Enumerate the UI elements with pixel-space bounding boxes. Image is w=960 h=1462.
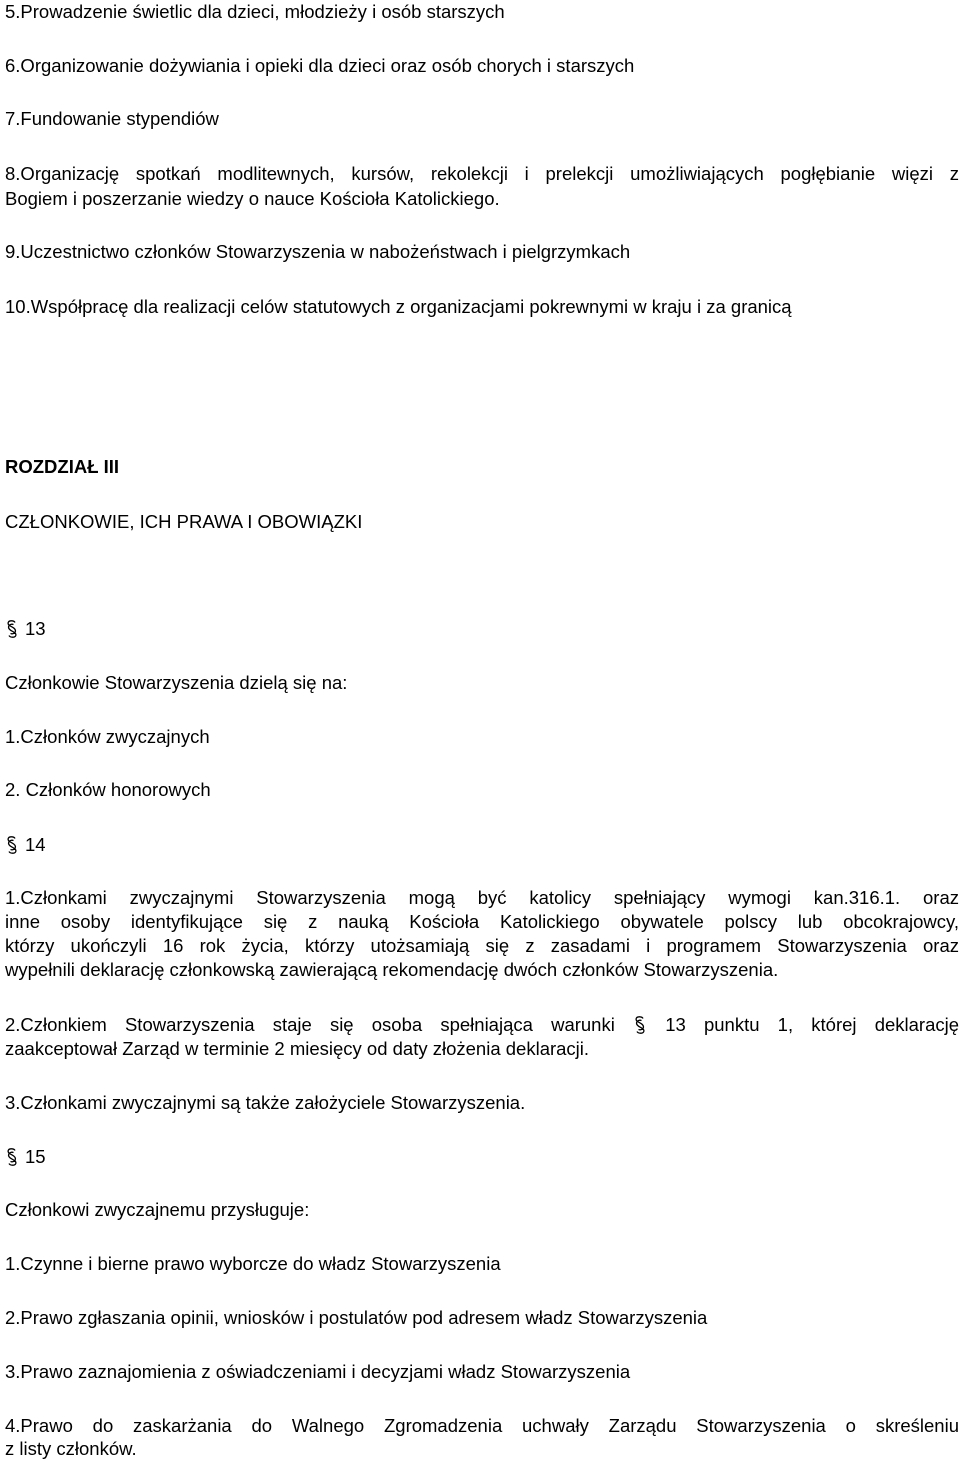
paragraph-14-p1-line-4: wypełnili deklarację członkowską zawierającą rekomendację dwóch członków Stowarzyszenia. — [5, 959, 779, 980]
paragraph-15-number: 15 — [25, 1146, 46, 1167]
paragraph-15-item-2: 2.Prawo zgłaszania opinii, wniosków i postulatów pod adresem władz Stowarzyszenia — [5, 1307, 708, 1328]
paragraph-15-heading — [5, 1145, 46, 1169]
paragraph-14-p2-before: 2.Członkiem Stowarzyszenia staje się osoba spełniająca warunki — [5, 1014, 615, 1035]
paragraph-14-p1-line-3: którzy ukończyli 16 rok życia, którzy utożsamiają się z zasadami i programem Stowarzyszenia oraz — [5, 935, 959, 956]
paragraph-15-item-3: 3.Prawo zaznajomienia z oświadczeniami i decyzjami władz Stowarzyszenia — [5, 1361, 631, 1382]
paragraph-13-item-2: 2. Członków honorowych — [5, 779, 211, 800]
paragraph-14-number: 14 — [25, 834, 46, 855]
paragraph-13-item-1: 1.Członków zwyczajnych — [5, 726, 210, 747]
paragraph-15-item-4-line-1: 4.Prawo do zaskarżania do Walnego Zgromadzenia uchwały Zarządu Stowarzyszenia o skreśleniu — [5, 1415, 959, 1436]
paragraph-14-p1-line-2: inne osoby identyfikujące się z nauką Kościoła Katolickiego obywatele polscy lub obcokrajowcy, — [5, 911, 959, 932]
paragraph-15-item-1: 1.Czynne i bierne prawo wyborcze do władz Stowarzyszenia — [5, 1253, 501, 1274]
paragraph-15-item-4-line-2: z listy członków. — [5, 1438, 137, 1459]
paragraph-14-p2-line-1 — [5, 1013, 959, 1037]
list-item-9: 9.Uczestnictwo członków Stowarzyszenia w nabożeństwach i pielgrzymkach — [5, 241, 631, 262]
list-item-7: 7.Fundowanie stypendiów — [5, 108, 219, 129]
chapter-title: ROZDZIAŁ III — [5, 456, 120, 477]
list-item-10: 10.Współpracę dla realizacji celów statutowych z organizacjami pokrewnymi w kraju i za granicą — [5, 296, 792, 317]
paragraph-14-p2-line-2: zaakceptował Zarząd w terminie 2 miesięcy od daty złożenia deklaracji. — [5, 1038, 590, 1059]
paragraph-15-intro: Członkowi zwyczajnemu przysługuje: — [5, 1199, 310, 1220]
paragraph-13-heading — [5, 617, 46, 641]
chapter-subtitle: CZŁONKOWIE, ICH PRAWA I OBOWIĄZKI — [5, 511, 363, 532]
section-sign-icon — [5, 833, 19, 857]
paragraph-13-number: 13 — [25, 618, 46, 639]
paragraph-14-p3: 3.Członkami zwyczajnymi są także założyciele Stowarzyszenia. — [5, 1092, 526, 1113]
paragraph-14-p2-after: 13 punktu 1, której deklarację — [665, 1014, 960, 1035]
paragraph-14-p1-line-1: 1.Członkami zwyczajnymi Stowarzyszenia mogą być katolicy spełniający wymogi kan.316.1. oraz — [5, 887, 959, 908]
section-sign-icon — [633, 1013, 647, 1037]
list-item-8-line-2: Bogiem i poszerzanie wiedzy o nauce Kościoła Katolickiego. — [5, 188, 500, 209]
list-item-6: 6.Organizowanie dożywiania i opieki dla dzieci oraz osób chorych i starszych — [5, 55, 635, 76]
list-item-8-line-1: 8.Organizację spotkań modlitewnych, kursów, rekolekcji i prelekcji umożliwiających pogłębianie więzi z — [5, 163, 959, 184]
section-sign-icon — [5, 617, 19, 641]
paragraph-13-intro: Członkowie Stowarzyszenia dzielą się na: — [5, 672, 348, 693]
paragraph-14-heading — [5, 833, 46, 857]
list-item-5: 5.Prowadzenie świetlic dla dzieci, młodzieży i osób starszych — [5, 1, 505, 22]
section-sign-icon — [5, 1145, 19, 1169]
